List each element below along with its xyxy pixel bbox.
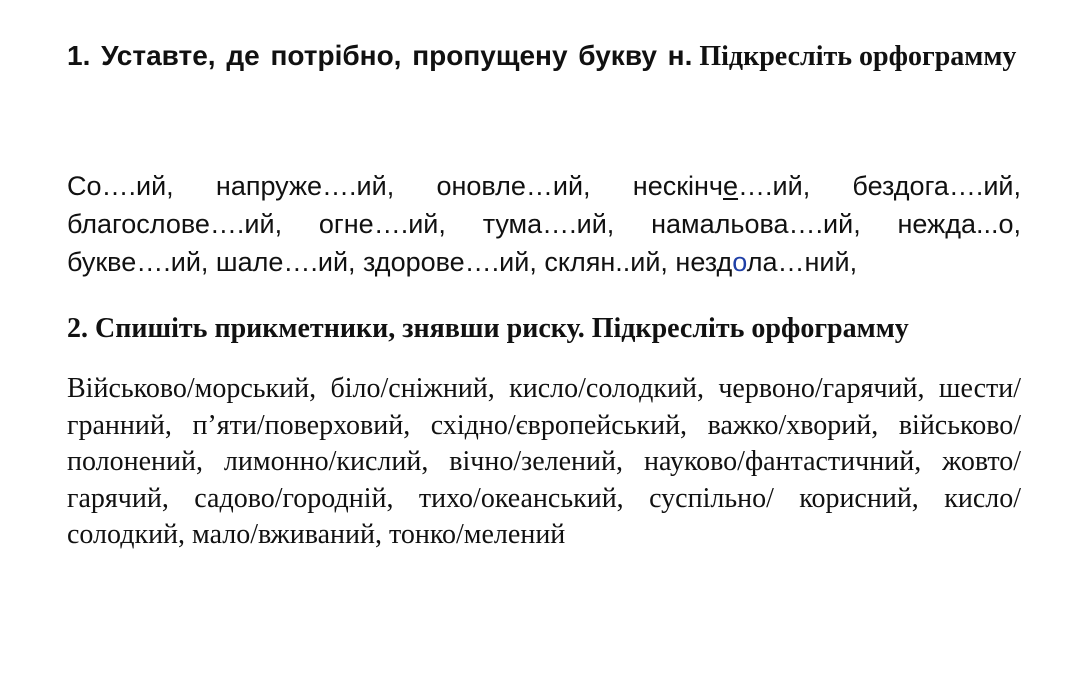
underlined-letter: е	[723, 171, 739, 201]
task-1-instruction: 1. Уставте, де потрібно, пропущену букву н.	[67, 40, 693, 71]
task-1-word-list	[67, 167, 1021, 281]
task-1-words-part-3: ла…ний,	[746, 247, 858, 277]
task-1-underline-instruction: Підкресліть орфограмму	[699, 41, 1017, 72]
task-1-words-part-1: Со….ий, напруже….ий, оновле…ий, нескінч	[67, 171, 723, 201]
task-2-instruction: 2. Спишіть прикметники, знявши риску. Підкресліть орфограмму	[67, 313, 909, 344]
marked-letter: о	[732, 247, 747, 277]
worksheet	[67, 38, 1021, 554]
task-1-title	[67, 38, 1021, 75]
task-1-words-part-2: ….ий, бездога….ий, благослове….ий, огне….ий, тума….ий, намальова….ий, нежда...о, букве….ий, шале….ий, здорове….ий, склян..ий, незд	[67, 171, 1022, 277]
task-2-title	[67, 311, 1021, 347]
task-2-word-list: Військово/морський, біло/сніжний, кисло/солодкий, червоно/гарячий, шести/гранний, п’яти/поверховий, східно/європейський, важко/хворий, військово/полонений, лимонно/кислий, вічно/зелений, науково/фантастичний, жовто/гарячий, садово/городній, тихо/океанський, суспільно/ корисний, кисло/солодкий, мало/вживаний, тонко/мелений	[67, 373, 1021, 550]
